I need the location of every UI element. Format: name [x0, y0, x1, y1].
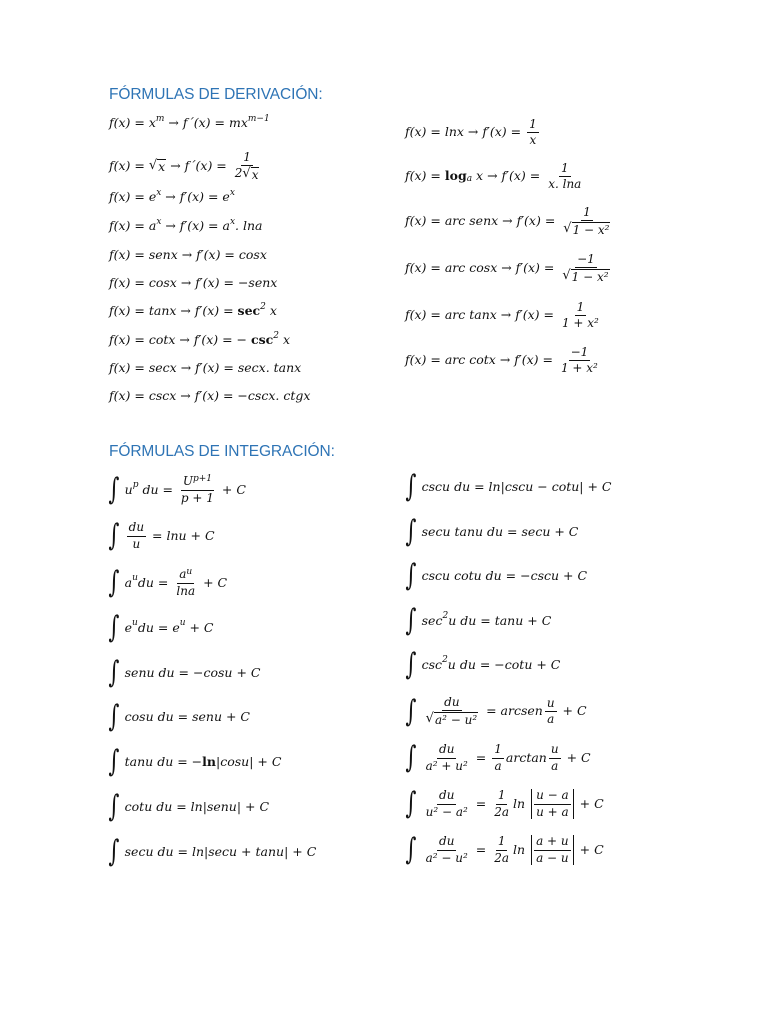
fraction-denominator — [492, 759, 503, 773]
integral-formula — [403, 514, 579, 549]
formula-text: → f′(x) = — [483, 168, 545, 184]
fraction-denominator — [492, 805, 511, 819]
fraction-denominator — [560, 268, 611, 284]
formula-text: = lnu + C — [148, 527, 215, 543]
formula-text: → f´(x) = mx — [164, 115, 248, 130]
formula-text: → f′(x) = — [463, 124, 526, 140]
derivative-formula — [109, 113, 270, 130]
integral-formula — [106, 472, 246, 508]
denominator-text: x. lna — [548, 177, 582, 192]
formula-text: secu tanu du = secu + C — [421, 523, 579, 539]
integral-formula — [403, 786, 604, 821]
denominator-text: a — [547, 712, 555, 727]
derivative-formula — [109, 216, 263, 233]
subscript: a — [466, 174, 473, 185]
integral-formula — [403, 740, 591, 775]
integral-sign-icon: ∫ — [108, 699, 120, 734]
formula-text: f(x) = secx — [109, 360, 177, 375]
fraction — [561, 206, 612, 237]
formula-text: f(x) = senx — [109, 247, 178, 262]
integral-sign-icon: ∫ — [405, 603, 417, 638]
formula-text: cotu du = ln|senu| + C — [124, 798, 270, 814]
integral-sign-icon: ∫ — [108, 789, 120, 824]
numerator-text: 1 — [583, 205, 591, 219]
function-name: csc — [251, 332, 274, 347]
numerator-text: −1 — [577, 252, 595, 266]
fraction-denominator — [424, 759, 470, 773]
fraction — [233, 151, 262, 182]
formula-text: + C — [199, 574, 228, 590]
integral-formula — [403, 647, 561, 682]
fraction-numerator — [127, 521, 146, 536]
exponent: u — [132, 573, 138, 584]
fraction — [492, 835, 511, 864]
fraction-denominator — [233, 166, 262, 182]
formula-text: → f´(x) = — [166, 158, 231, 174]
formula-text: cosu du = senu + C — [124, 708, 250, 724]
derivative-formula — [405, 253, 614, 284]
derivative-formula — [405, 162, 585, 191]
fraction — [127, 521, 146, 550]
integral-formula — [106, 610, 214, 645]
integral-sign-icon: ∫ — [108, 518, 120, 553]
formula-text: cscu cotu du = −cscu + C — [421, 567, 588, 583]
square-root — [242, 167, 259, 182]
numerator-text: u − a — [536, 788, 569, 803]
fraction-numerator — [437, 789, 456, 804]
fraction-denominator — [424, 805, 470, 819]
formula-text: x — [279, 332, 291, 347]
formula-text: |cosu| + C — [215, 753, 282, 769]
fraction — [424, 789, 470, 818]
integral-sign-icon: ∫ — [108, 472, 120, 508]
integral-sign-icon: ∫ — [108, 610, 120, 645]
fraction — [179, 475, 216, 505]
radical-sign-icon: √ — [562, 268, 571, 284]
derivative-formula — [109, 249, 267, 262]
formula-text: . lna — [235, 218, 263, 233]
formula-text: = — [471, 795, 491, 811]
derivative-formula — [405, 346, 602, 375]
exponent: 2 — [260, 301, 266, 312]
fraction-numerator — [492, 743, 504, 758]
fraction — [424, 743, 470, 772]
integral-formula — [106, 789, 270, 824]
fraction-numerator — [534, 789, 571, 804]
formula-text: du = — [138, 481, 177, 497]
integral-formula — [403, 469, 612, 504]
formula-text: u du = −cotu + C — [447, 656, 561, 672]
integral-formula — [106, 655, 261, 690]
fraction-denominator — [545, 712, 556, 726]
derivative-formula — [109, 362, 301, 375]
denominator-text: u + a — [536, 804, 569, 819]
integration-heading: FÓRMULAS DE INTEGRACIÓN: — [109, 443, 335, 460]
formula-text: tanu du = − — [124, 753, 203, 769]
fraction-denominator — [561, 221, 612, 237]
integral-formula — [403, 693, 587, 729]
exponent: x — [156, 216, 162, 227]
formula-text: arctan — [505, 749, 547, 765]
fraction — [492, 789, 511, 818]
numerator-text: u — [546, 696, 555, 710]
integral-sign-icon: ∫ — [108, 565, 120, 601]
integral-sign-icon: ∫ — [405, 558, 417, 593]
exponent: x — [229, 187, 235, 198]
square-root — [562, 269, 609, 284]
fraction — [560, 253, 611, 284]
fraction — [559, 346, 600, 375]
fraction — [549, 743, 561, 772]
integral-sign-icon: ∫ — [405, 786, 417, 821]
denominator-text: 2a — [494, 804, 510, 819]
fraction-denominator — [174, 584, 197, 598]
fraction-denominator — [560, 316, 601, 330]
exponent: u — [186, 566, 193, 577]
integral-sign-icon: ∫ — [405, 693, 417, 729]
denominator-text: a² − u² — [425, 850, 468, 865]
exponent: 2 — [442, 611, 449, 622]
numerator-text: 1 — [560, 161, 569, 175]
fraction-numerator — [534, 835, 571, 850]
radical-sign-icon: √ — [242, 166, 251, 182]
fraction-denominator — [424, 711, 480, 727]
radicand: 1 − x² — [571, 270, 609, 285]
fraction-numerator — [241, 151, 253, 166]
formula-text: f(x) = — [109, 158, 149, 174]
formula-text: = — [471, 749, 491, 765]
formula-text: → f′(x) = − — [175, 332, 252, 347]
formula-text: ln — [513, 841, 530, 857]
fraction-denominator — [130, 537, 142, 551]
radicand: a² − u² — [434, 713, 478, 728]
exponent: 2 — [442, 655, 448, 666]
formula-text: → f′(x) = e — [161, 189, 230, 204]
derivative-formula — [109, 151, 263, 182]
fraction-denominator — [559, 361, 600, 375]
denominator-text: u² − a² — [425, 804, 468, 819]
numerator-text: a — [179, 567, 187, 581]
formula-text: f(x) = arc senx — [405, 213, 499, 229]
square-root — [563, 222, 610, 237]
formula-text: secu du = ln|secu + tanu| + C — [124, 843, 317, 859]
formula-text: a — [124, 574, 133, 590]
formula-text: du = e — [137, 619, 180, 635]
fraction-numerator — [442, 696, 461, 711]
derivation-heading: FÓRMULAS DE DERIVACIÓN: — [109, 86, 323, 103]
fraction — [424, 835, 470, 864]
numerator-text: 1 — [243, 150, 251, 164]
numerator-text: 1 — [494, 742, 502, 757]
formula-text: → f′(x) = — [495, 352, 557, 368]
function-name: sec — [237, 303, 261, 318]
formula-text: u du = tanu + C — [448, 612, 552, 628]
exponent: u — [132, 618, 138, 629]
integral-formula — [106, 699, 250, 734]
radical-sign-icon: √ — [563, 221, 572, 237]
integral-formula — [106, 834, 317, 869]
fraction-numerator — [559, 162, 571, 177]
square-root — [426, 712, 478, 727]
denominator-text: 1 + x² — [560, 361, 598, 376]
numerator-text: a + u — [536, 834, 569, 849]
fraction-numerator — [527, 118, 539, 133]
formula-text: f(x) = a — [109, 218, 157, 233]
fraction-denominator — [424, 851, 470, 865]
denominator-text: p + 1 — [180, 490, 214, 505]
derivative-formula — [109, 390, 310, 403]
formula-text: cscu du = ln|cscu − cotu| + C — [421, 478, 612, 494]
formula-text: = arcsen — [482, 703, 543, 719]
fraction-denominator — [527, 133, 538, 147]
derivative-formula — [405, 118, 541, 147]
fraction — [424, 696, 480, 727]
derivative-formula — [405, 301, 603, 330]
fraction-numerator — [177, 568, 194, 584]
fraction — [546, 162, 583, 191]
fraction-numerator — [581, 206, 593, 221]
fraction-numerator — [496, 789, 508, 804]
formula-text: f(x) = arc cotx — [405, 352, 496, 368]
numerator-text: −1 — [570, 345, 589, 359]
formula-text: → f′(x) = — [497, 260, 559, 276]
numerator-text: 1 — [576, 300, 585, 314]
integral-formula — [403, 558, 588, 593]
exponent: p+1 — [192, 473, 212, 484]
formula-text: → f′(x) = — [496, 307, 558, 323]
formula-text: = — [471, 841, 491, 857]
fraction-denominator — [179, 491, 216, 505]
formula-text: f(x) = lnx — [405, 124, 464, 140]
integral-sign-icon: ∫ — [405, 832, 417, 867]
formula-text: → f′(x) = — [176, 303, 238, 318]
denominator-text: 2 — [234, 166, 243, 181]
numerator-text: du — [439, 742, 455, 757]
numerator-text: U — [182, 474, 193, 488]
formula-text: → f′(x) = −senx — [176, 275, 278, 290]
fraction-numerator — [496, 835, 508, 850]
formula-text: → f′(x) = cosx — [177, 247, 267, 262]
formula-text: ln — [513, 795, 530, 811]
fraction-numerator — [545, 697, 557, 712]
integral-sign-icon: ∫ — [108, 834, 120, 869]
fraction-denominator — [492, 851, 511, 865]
denominator-text: 2a — [494, 850, 510, 865]
denominator-text: a − u — [536, 850, 569, 865]
formula-text: → f′(x) = secx. tanx — [176, 360, 302, 375]
exponent: 2 — [273, 330, 280, 341]
numerator-text: du — [439, 788, 455, 803]
function-name: ln — [202, 753, 216, 769]
radicand: x — [158, 159, 166, 175]
integral-sign-icon: ∫ — [405, 740, 417, 775]
numerator-text: u — [550, 742, 559, 757]
formula-text: f(x) = tanx — [109, 303, 177, 318]
denominator-text: a — [494, 758, 502, 773]
fraction-numerator — [575, 301, 587, 316]
formula-text: sec — [421, 612, 443, 628]
formula-text: f(x) = — [405, 168, 445, 184]
formula-text: x — [472, 168, 484, 184]
formula-text: f(x) = x — [109, 115, 156, 130]
fraction-denominator — [549, 759, 560, 773]
derivative-formula — [109, 187, 235, 204]
derivative-formula — [109, 277, 277, 290]
formula-text: du = — [137, 574, 173, 590]
fraction-numerator — [437, 743, 456, 758]
fraction-denominator — [546, 177, 583, 191]
denominator-text: a² + u² — [425, 758, 468, 773]
numerator-text: 1 — [497, 834, 506, 849]
numerator-text: du — [128, 520, 145, 535]
fraction — [174, 568, 197, 598]
exponent: x — [229, 216, 236, 227]
fraction — [531, 789, 574, 818]
integral-sign-icon: ∫ — [108, 744, 120, 779]
formula-text: + C — [185, 619, 214, 635]
derivative-formula — [109, 301, 277, 318]
numerator-text: du — [444, 695, 460, 709]
integral-sign-icon: ∫ — [405, 469, 417, 504]
derivative-formula — [405, 206, 614, 237]
formula-text: x — [265, 303, 277, 318]
integral-formula — [106, 744, 282, 779]
exponent: m−1 — [247, 113, 270, 124]
denominator-text: x — [529, 133, 537, 148]
fraction — [527, 118, 539, 147]
formula-text: f(x) = cosx — [109, 275, 177, 290]
exponent: m — [155, 113, 165, 124]
fraction-denominator — [534, 805, 571, 819]
integral-formula — [106, 565, 228, 601]
formula-text: f(x) = cscx — [109, 388, 177, 403]
exponent: x — [156, 187, 162, 198]
formula-text: + C — [558, 703, 587, 719]
denominator-text: lna — [176, 583, 196, 598]
numerator-text: du — [439, 834, 455, 849]
formula-text: → f′(x) = a — [161, 218, 230, 233]
exponent: u — [179, 618, 186, 629]
formula-text: senu du = −cosu + C — [124, 664, 261, 680]
formula-text: e — [124, 619, 133, 635]
integral-sign-icon: ∫ — [108, 655, 120, 690]
fraction-numerator — [549, 743, 561, 758]
formula-text: + C — [562, 749, 591, 765]
fraction-numerator — [437, 835, 456, 850]
integral-sign-icon: ∫ — [405, 647, 417, 682]
denominator-text: u — [132, 536, 141, 551]
formula-text: → f′(x) = −cscx. ctgx — [176, 388, 311, 403]
denominator-text: 1 + x² — [561, 316, 599, 331]
fraction — [560, 301, 601, 330]
numerator-text: 1 — [529, 117, 537, 131]
radicand: 1 − x² — [572, 223, 610, 238]
function-name: log — [444, 168, 467, 184]
formula-text: + C — [575, 795, 604, 811]
radical-sign-icon: √ — [148, 158, 158, 174]
formula-text: f(x) = cotx — [109, 332, 176, 347]
numerator-text: 1 — [497, 788, 506, 803]
formula-text: f(x) = arc cosx — [405, 260, 498, 276]
integral-formula — [106, 518, 215, 553]
square-root — [149, 159, 166, 174]
formula-text: f(x) = arc tanx — [405, 307, 497, 323]
formula-text: + C — [575, 841, 604, 857]
fraction-numerator — [569, 346, 591, 361]
fraction-numerator — [575, 253, 597, 268]
derivative-formula — [109, 330, 291, 347]
fraction-denominator — [534, 851, 571, 865]
radical-sign-icon: √ — [425, 711, 434, 727]
formula-text: f(x) = e — [109, 189, 157, 204]
formula-text: + C — [217, 481, 246, 497]
denominator-text: a — [551, 758, 559, 773]
formula-text: csc — [421, 656, 443, 672]
formula-text: → f′(x) = — [498, 213, 560, 229]
integral-formula — [403, 832, 604, 867]
exponent: p — [132, 480, 139, 491]
radicand: x — [251, 168, 259, 183]
formula-text: u — [124, 481, 133, 497]
fraction — [492, 743, 504, 772]
fraction-numerator — [181, 475, 214, 491]
fraction — [531, 835, 574, 864]
integral-formula — [403, 603, 552, 638]
fraction — [545, 697, 557, 726]
integral-sign-icon: ∫ — [405, 514, 417, 549]
